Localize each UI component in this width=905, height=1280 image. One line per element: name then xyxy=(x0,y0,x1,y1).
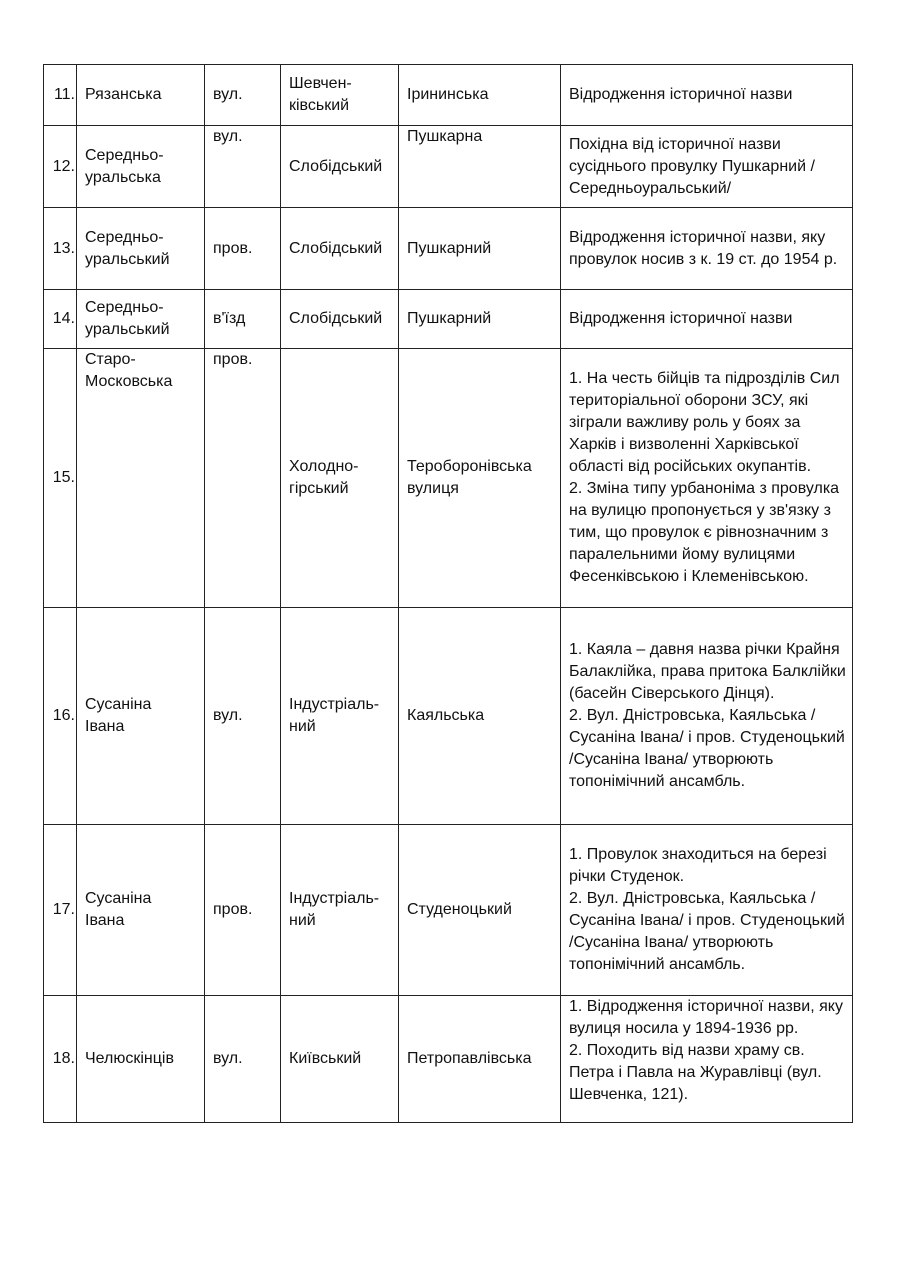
new-name: Каяльська xyxy=(399,608,561,825)
district: Холодно- гірський xyxy=(281,349,399,608)
new-name: Студеноцький xyxy=(399,825,561,996)
table-row xyxy=(44,208,853,290)
new-name: Пушкарна xyxy=(399,126,561,208)
rename-reason: 1. На честь бійців та підрозділів Сил територіальної оборони ЗСУ, які зіграли важливу роль у боях за Харків і визволенні Харківської області від російських окупантів. 2. Зміна типу урбаноніма з провулка на вулицю пропонується у зв'язку з тим, що провулок є рівнозначним з паралельними йому вулицями Фесенківською і Клеменівською. xyxy=(561,349,853,608)
street-type: в'їзд xyxy=(205,290,281,349)
district: Слобідський xyxy=(281,126,399,208)
row-number: 14. xyxy=(44,290,77,349)
rename-reason: Похідна від історичної назви сусіднього провулку Пушкарний /Середньоуральський/ xyxy=(561,126,853,208)
rename-reason: Відродження історичної назви xyxy=(561,290,853,349)
row-number: 17. xyxy=(44,825,77,996)
street-type: вул. xyxy=(205,65,281,126)
old-name: Середньо- уральський xyxy=(77,208,205,290)
old-name: Рязанська xyxy=(77,65,205,126)
old-name: Челюскінців xyxy=(77,996,205,1123)
street-type: пров. xyxy=(205,208,281,290)
old-name: Сусаніна Івана xyxy=(77,825,205,996)
street-type: вул. xyxy=(205,608,281,825)
old-name: Середньо- уральська xyxy=(77,126,205,208)
renaming-table xyxy=(43,64,853,1123)
street-type: пров. xyxy=(205,825,281,996)
rename-reason: 1. Відродження історичної назви, яку вулиця носила у 1894-1936 рр. 2. Походить від назви храму св. Петра і Павла на Журавлівці (вул. Шевченка, 121). xyxy=(561,996,853,1123)
new-name: Петропавлівська xyxy=(399,996,561,1123)
rename-reason: 1. Провулок знаходиться на березі річки Студенок. 2. Вул. Дністровська, Каяльська /Сусаніна Івана/ і пров. Студеноцький /Сусаніна Івана/ утворюють топонімічний ансамбль. xyxy=(561,825,853,996)
table-row xyxy=(44,126,853,208)
district: Слобідський xyxy=(281,290,399,349)
rename-reason: 1. Каяла – давня назва річки Крайня Балаклійка, права притока Балклійки (басейн Сіверського Дінця). 2. Вул. Дністровська, Каяльська /Сусаніна Івана/ і пров. Студеноцький /Сусаніна Івана/ утворюють топонімічний ансамбль. xyxy=(561,608,853,825)
row-number: 16. xyxy=(44,608,77,825)
rename-reason: Відродження історичної назви xyxy=(561,65,853,126)
table-row xyxy=(44,996,853,1123)
street-type: вул. xyxy=(205,126,281,208)
rename-reason: Відродження історичної назви, яку провулок носив з к. 19 ст. до 1954 р. xyxy=(561,208,853,290)
row-number: 13. xyxy=(44,208,77,290)
old-name: Старо- Московська xyxy=(77,349,205,608)
district: Індустріаль- ний xyxy=(281,608,399,825)
table-row xyxy=(44,825,853,996)
table-row xyxy=(44,290,853,349)
row-number: 15. xyxy=(44,349,77,608)
district: Шевчен- ківський xyxy=(281,65,399,126)
row-number: 11. xyxy=(44,65,77,126)
old-name: Сусаніна Івана xyxy=(77,608,205,825)
street-type: вул. xyxy=(205,996,281,1123)
new-name: Пушкарний xyxy=(399,290,561,349)
old-name: Середньо- уральський xyxy=(77,290,205,349)
district: Слобідський xyxy=(281,208,399,290)
new-name: Ірининська xyxy=(399,65,561,126)
new-name: Пушкарний xyxy=(399,208,561,290)
district: Київський xyxy=(281,996,399,1123)
new-name: Тероборонівська вулиця xyxy=(399,349,561,608)
table-row xyxy=(44,65,853,126)
table-row xyxy=(44,608,853,825)
row-number: 12. xyxy=(44,126,77,208)
row-number: 18. xyxy=(44,996,77,1123)
district: Індустріаль- ний xyxy=(281,825,399,996)
street-type: пров. xyxy=(205,349,281,608)
table-row xyxy=(44,349,853,608)
